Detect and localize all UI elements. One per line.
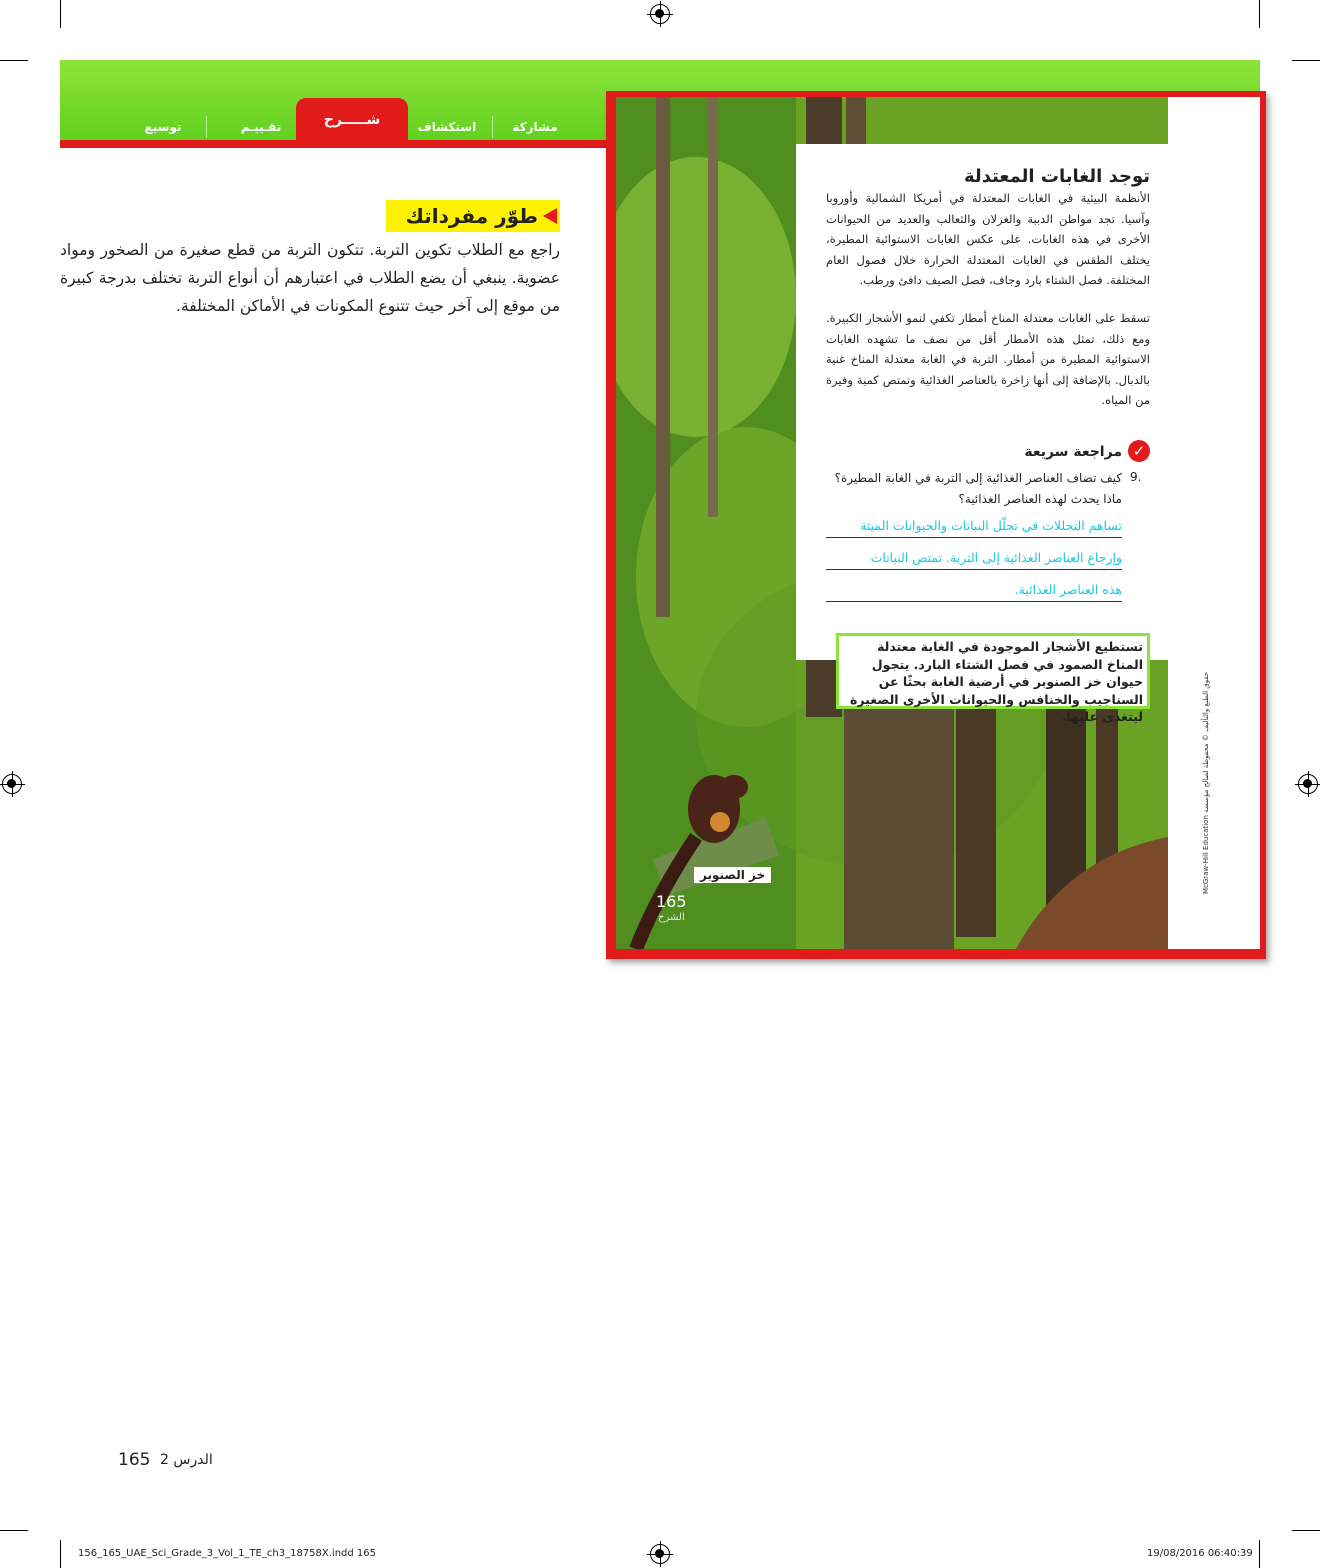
lesson-label: الدرس 2 (160, 1452, 213, 1468)
page-margin (1168, 97, 1260, 949)
checkmark-icon: ✓ (1128, 440, 1150, 462)
tab-share[interactable]: مشاركة (512, 120, 558, 134)
answer-rule (826, 537, 1122, 538)
answer-rule (826, 569, 1122, 570)
question-text: كيف تضاف العناصر الغذائية إلى التربة في الغابة المطيرة؟ ماذا يحدث لهذه العناصر الغذائية؟ (834, 471, 1122, 506)
page-number: 165 (118, 1450, 151, 1470)
tab-explain[interactable]: شـــــرح (296, 98, 408, 142)
article-paragraph-1: الأنظمة البيئية في الغابات المعتدلة في أمريكا الشمالية وأوروبا وآسيا. تجد مواطن الدببة والغزلان والثعالب والعديد من الحيوانات الأخرى في هذه الغابات. على عكس الغابات الاستوائية المطيرة، يختلف الطقس في الغابات المعتدلة الحرارة خلال فصول العام المختلفة. فصل الشتاء بارد وجاف، فصل الصيف دافئ ورطب. (826, 191, 1150, 287)
crop-mark (0, 1530, 28, 1531)
photo-caption: تستطيع الأشجار الموجودة في الغابة معتدلة المناخ الصمود في فصل الشتاء البارد. يتجول حيوان خز الصنوبر في أرضية الغابة بحثًا عن السناجيب والخنافس والحيوانات الأخرى الصغيرة ليتغذى عليها. (836, 633, 1150, 709)
answer-line-2: وإرجاع العناصر الغذائية إلى التربة. تمتص النباتات (870, 550, 1122, 565)
copyright-notice: McGraw-Hill Education حقوق الطبع والتأليف © محفوظة لصالح مؤسسة (1202, 671, 1210, 894)
vocab-title-text: طوّر مفرداتك (405, 204, 538, 228)
article-title: توجد الغابات المعتدلة (964, 166, 1150, 187)
file-slug: 156_165_UAE_Sci_Grade_3_Vol_1_TE_ch3_18758X.indd 165 (78, 1548, 376, 1559)
quick-check-title: مراجعة سريعة (1024, 444, 1122, 460)
answer-rule (826, 601, 1122, 602)
tab-divider (206, 116, 207, 138)
arrow-left-icon (543, 208, 557, 224)
crop-mark (1292, 1530, 1320, 1531)
tab-extend[interactable]: توسيع (144, 120, 182, 134)
tab-evaluate[interactable]: تقـييـم (240, 120, 282, 134)
crop-mark (1259, 0, 1260, 28)
photo-page-section: الشرح (658, 912, 685, 923)
registration-mark (650, 1544, 670, 1564)
vocab-text: راجع مع الطلاب تكوين التربة. تتكون التربة من قطع صغيرة من الصخور ومواد عضوية. ينبغي أن يضع الطلاب في اعتبارهم أن أنواع التربة تختلف بدرجة كبيرة من موقع إلى آخر حيث تتنوع المكونات في الأماكن المختلفة. (60, 241, 560, 315)
tab-divider (492, 116, 493, 138)
crop-mark (60, 0, 61, 28)
crop-mark (60, 1540, 61, 1568)
crop-mark (1292, 60, 1320, 61)
question-number: 9. (1130, 470, 1142, 484)
pine-marten-label: خز الصنوبر (694, 867, 771, 883)
registration-mark (650, 4, 670, 24)
answer-line-1: تساهم التحللات في تحلّل النباتات والحيوانات الميتة (860, 518, 1122, 533)
answer-line-3: هذه العناصر الغذائية. (1014, 582, 1122, 597)
crop-mark (1259, 1540, 1260, 1568)
tab-explore[interactable]: استكشاف (417, 120, 477, 134)
article-paragraph-2: تسقط على الغابات معتدلة المناخ أمطار تكفي لنمو الأشجار الكبيرة. ومع ذلك، تمثل هذه الأمطار أقل من نصف ما تشهده الغابات الاستوائية المطيرة من أمطار. التربة في الغابة معتدلة المناخ غنية بالدبال. بالإضافة إلى أنها زاخرة بالعناصر الغذائية وتمتص كمية وفيرة من المياه. (826, 311, 1150, 407)
slug-date: 19/08/2016 06:40:39 (1147, 1548, 1253, 1559)
registration-mark (2, 774, 22, 794)
registration-mark (1298, 774, 1318, 794)
crop-mark (0, 60, 28, 61)
photo-page-number: 165 (656, 892, 687, 911)
vocab-title (386, 200, 560, 232)
